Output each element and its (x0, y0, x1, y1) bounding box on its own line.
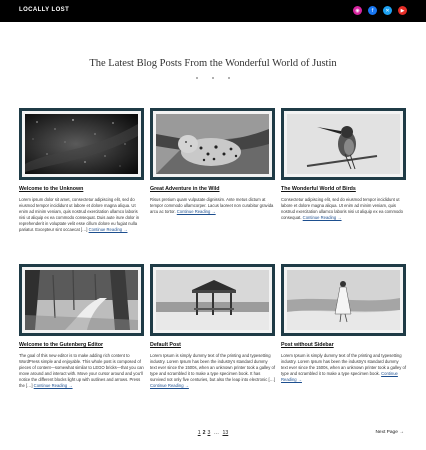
site-brand[interactable]: LOCALLY LOST (19, 7, 70, 13)
page-link-1[interactable]: 1 (197, 430, 201, 436)
post-title[interactable]: The Wonderful World of Birds (281, 186, 356, 192)
continue-reading-link[interactable]: Continue Reading → (33, 383, 73, 389)
post-excerpt-text: Consectetur adipiscing elit, sed do eiusmod tempor incididunt ut labore et dolore magna aliqua. Ut enim ad minim veniam, quis nostrud exercitation ullamco laboris nisi ut aliquip ex ea commodo consequat. (281, 197, 403, 221)
post-excerpt-text: Lorem Ipsum is simply dummy text of the printing and typesetting industry. Lorem Ipsum has been the industry's standard dummy text ever since the 1500s, when an unknown printer took a galley of type and scrambled it to make a type specimen book. (281, 353, 407, 377)
hero-title: The Latest Blog Posts From the Wonderful World of Justin (89, 58, 337, 69)
post-excerpt-text: Risus pretium quam vulputate dignissim. Ante metus dictum at tempor commodo ullamcorper. Lacus laoreet non curabitur gravida arcu ac tortor. (150, 197, 274, 215)
post-title[interactable]: Post without Sidebar (281, 342, 334, 348)
post-excerpt-text: Lorem ipsum dolor sit amet, consectetur adipiscing elit, sed do eiusmod tempor incididunt ut labore et dolore magna aliqua. Ut enim ad minim veniam, quis nostrud exercitation ullamco laboris nisi ut aliquip ex ea commodo consequat. Duis aute irure dolor in reprehenderit in voluptate velit esse cillum dolore eu fugiat nulla pariatur. Excepteur sint occaecat […] (19, 197, 140, 233)
post-excerpt (150, 353, 275, 390)
post-excerpt (281, 197, 406, 221)
page-link-13[interactable]: 13 (222, 430, 229, 436)
post-excerpt-text: Lorem Ipsum is simply dummy text of the printing and typesetting industry. Lorem Ipsum has been the industry's standard dummy text ever since the 1500s, when an unknown printer took a galley of type and scrambled it to make a type specimen book. It has survived not only five centuries, but also the leap into electronic […] (150, 353, 276, 383)
continue-reading-link[interactable]: Continue Reading → (281, 371, 398, 383)
post-thumbnail[interactable] (19, 264, 144, 336)
post-excerpt (281, 353, 406, 383)
post-card (19, 108, 144, 234)
post-thumbnail[interactable] (150, 264, 275, 336)
post-thumbnail[interactable] (150, 108, 275, 180)
post-excerpt (150, 197, 275, 215)
page-ellipsis: … (213, 430, 220, 436)
night-sky-photo (25, 114, 138, 174)
woman-beach-photo (287, 270, 400, 330)
post-card (281, 264, 406, 383)
post-title[interactable]: Great Adventure in the Wild (150, 186, 220, 192)
post-thumbnail[interactable] (281, 264, 406, 336)
post-thumbnail[interactable] (281, 108, 406, 180)
post-title[interactable]: Default Post (150, 342, 181, 348)
leopard-photo (156, 114, 269, 174)
next-page-link[interactable]: Next Page → (375, 430, 404, 435)
continue-reading-link[interactable]: Continue Reading → (176, 209, 216, 215)
post-card (281, 108, 406, 221)
hero-divider-dots (0, 77, 426, 79)
post-card (19, 264, 144, 390)
post-card (150, 264, 275, 390)
post-excerpt (19, 353, 144, 390)
top-bar (0, 0, 426, 22)
post-card (150, 108, 275, 215)
social-links (353, 6, 407, 15)
post-excerpt-text: The goal of this new editor is to make adding rich content to WordPress simple and enjoyable. This whole post is composed of pieces of content—somewhat similar to LEGO bricks—that you can move around and interact with. Move your cursor around and you'll notice the different blocks light up with outlines and arrows. Press the […] (19, 353, 144, 389)
continue-reading-link[interactable]: Continue Reading → (302, 215, 342, 221)
post-thumbnail[interactable] (19, 108, 144, 180)
kingfisher-photo (287, 114, 400, 174)
x-icon[interactable]: ✕ (383, 6, 392, 15)
instagram-icon[interactable]: ◉ (353, 6, 362, 15)
continue-reading-link[interactable]: Continue Reading → (150, 383, 189, 389)
post-excerpt (19, 197, 144, 234)
post-title[interactable]: Welcome to the Gutenberg Editor (19, 342, 104, 348)
page-current-2: 2 (202, 430, 206, 436)
forest-path-photo (25, 270, 138, 330)
youtube-icon[interactable]: ▶ (398, 6, 407, 15)
continue-reading-link[interactable]: Continue Reading → (88, 227, 128, 233)
facebook-icon[interactable]: f (368, 6, 377, 15)
page-link-3[interactable]: 3 (207, 430, 211, 436)
beach-hut-photo (156, 270, 269, 330)
pagination (0, 430, 426, 436)
post-title[interactable]: Welcome to the Unknown (19, 186, 84, 192)
